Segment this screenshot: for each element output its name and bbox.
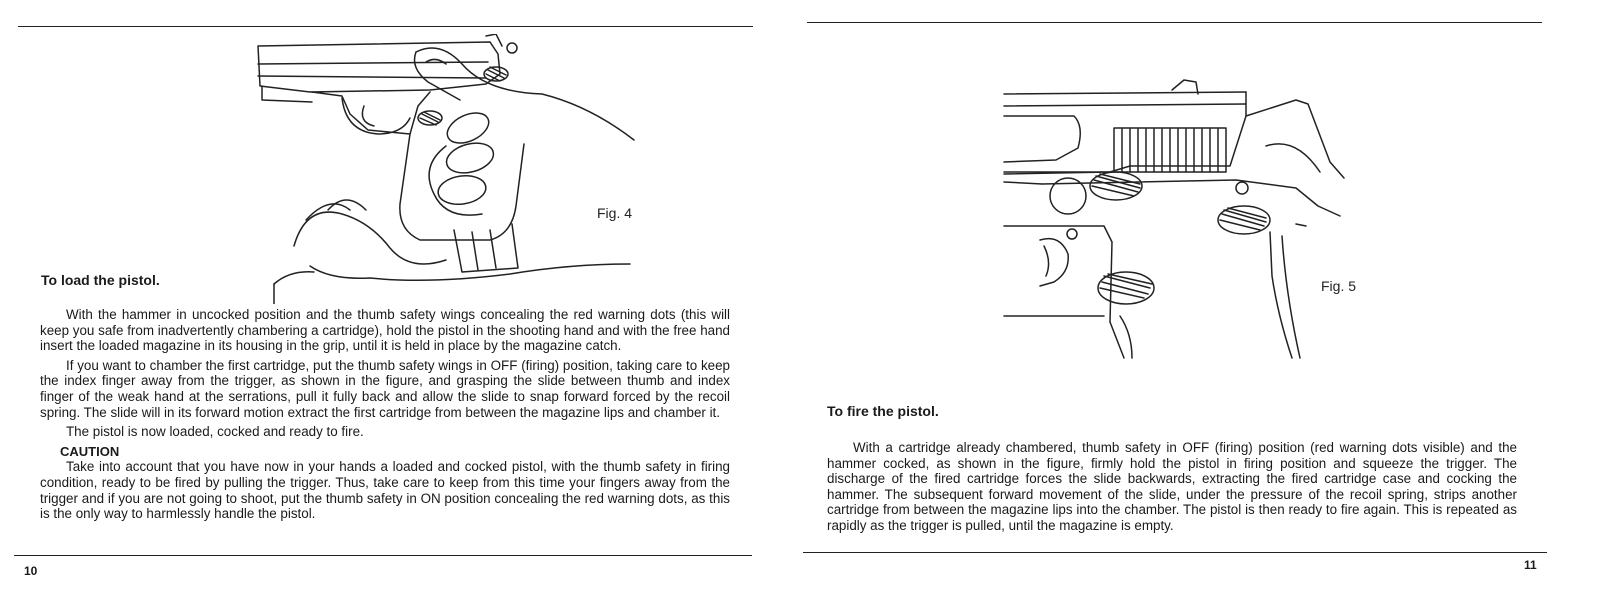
fire-pistol-heading: To fire the pistol. [827,403,939,419]
load-pistol-text [40,307,730,522]
paragraph: With the hammer in uncocked position and the thumb safety wings concealing the red warning dots (this will keep you safe from inadvertently chambering a cartridge), hold the pistol in the shooting hand and with the free hand insert the loaded magazine in its housing in the grip, until it is held in place by the magazine catch. [40,307,730,354]
paragraph: If you want to chamber the first cartridge, put the thumb safety wings in OFF (firing) position, taking care to keep the index finger away from the trigger, as shown in the figure, and grasping the slide between thumb and index finger of the weak hand at the serrations, pull it fully back and allow the slide to snap forward forced by the recoil spring. The slide will in its forward motion extract the first cartridge from between the magazine lips and chamber it. [40,357,730,420]
right-page [800,0,1601,597]
left-page [0,0,790,597]
figure-5-illustration [1000,76,1360,366]
load-pistol-heading: To load the pistol. [41,272,160,288]
figure-4-illustration [250,34,640,304]
bottom-rule [14,555,752,556]
bottom-rule [803,552,1547,553]
page-number: 10 [24,564,38,578]
paragraph: With a cartridge already chambered, thumb safety in OFF (firing) position (red warning dots visible) and the hammer cocked, as shown in the figure, firmly hold the pistol in firing position and squeeze the trigger. The discharge of the fired cartridge forces the slide backwards, extracting the fired cartridge case and cocking the hammer. The subsequent forward movement of the slide, under the pressure of the recoil spring, strips another cartridge from between the magazine lips into the chamber. The pistol is then ready to fire again. This is repeated as rapidly as the trigger is pulled, until the magazine is empty. [827,440,1517,533]
figure-5-label: Fig. 5 [1321,278,1357,294]
figure-4-label: Fig. 4 [597,205,633,221]
caution-text: Take into account that you have now in your hands a loaded and cocked pistol, with the thumb safety in firing condition, ready to be fired by pulling the trigger. Thus, take care to keep from this time your fingers away from the trigger and if you are not going to shoot, put the thumb safety in ON position concealing the red warning dots, as this is the only way to harmlessly handle the pistol. [40,459,730,522]
fire-pistol-text [827,440,1517,534]
page-number: 11 [1524,558,1537,572]
top-rule [807,22,1542,23]
top-rule [18,26,753,27]
caution-title: CAUTION [60,443,120,459]
paragraph: The pistol is now loaded, cocked and ready to fire. [66,424,364,440]
